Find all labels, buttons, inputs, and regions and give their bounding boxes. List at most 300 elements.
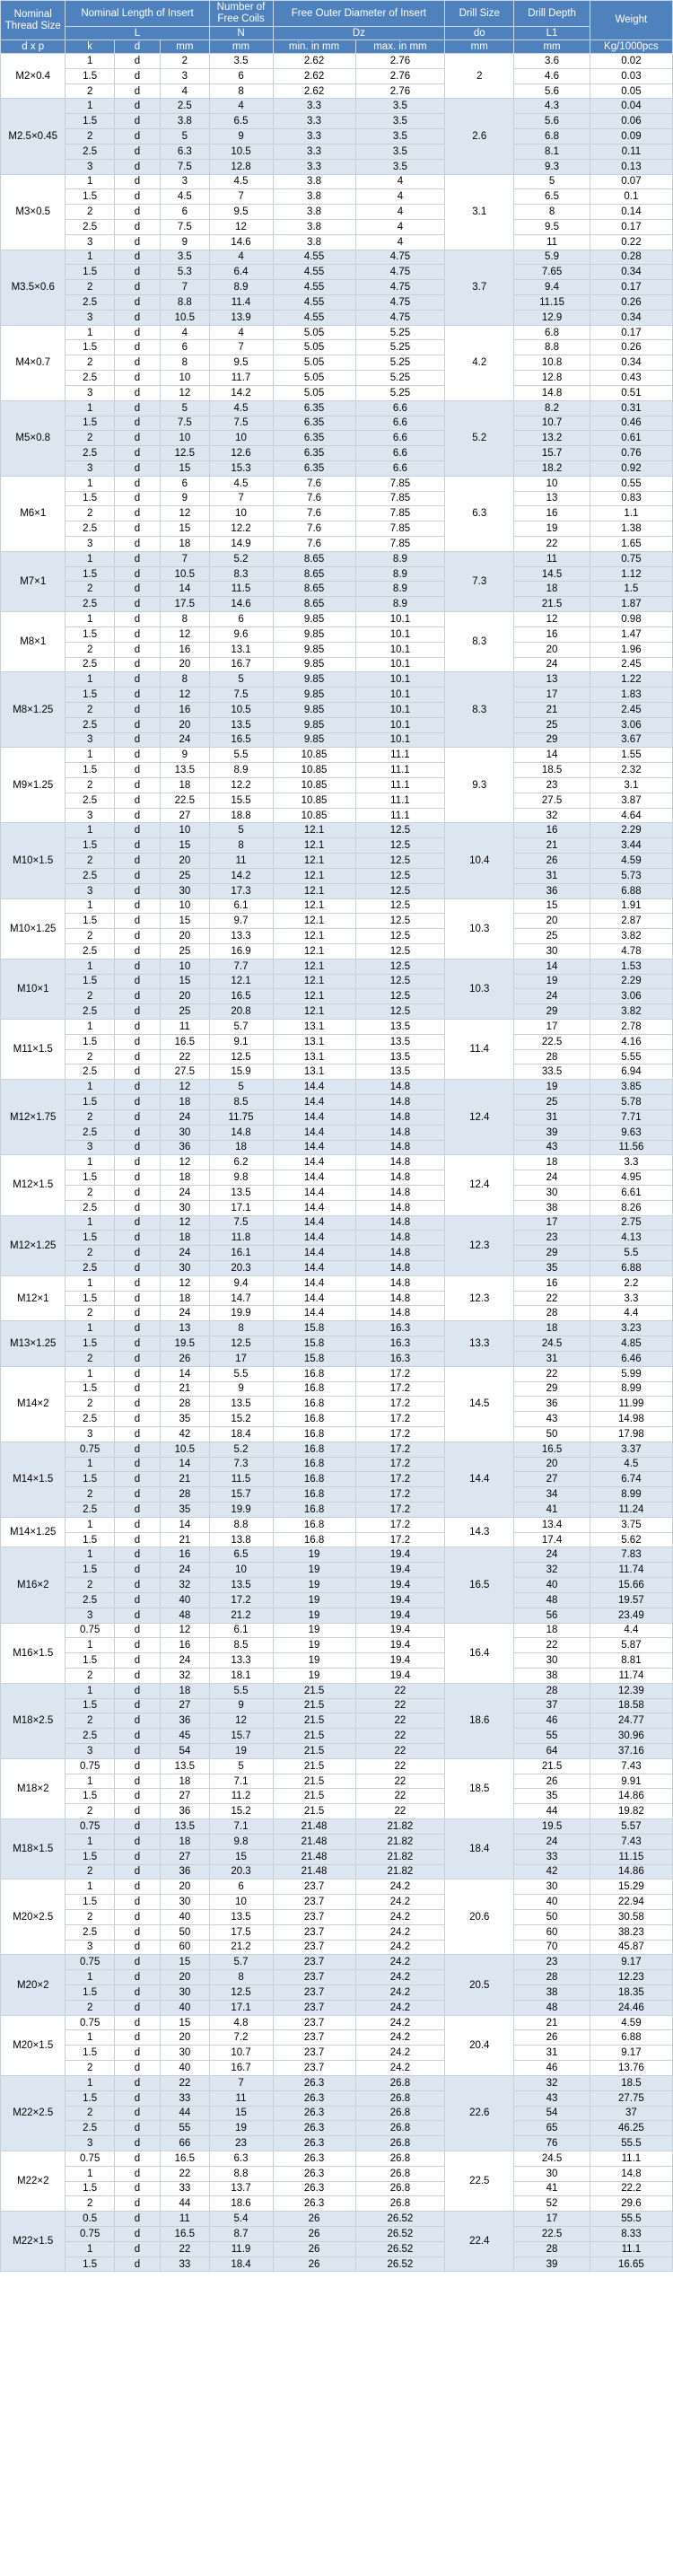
free-coils-cell: 10.5 (209, 144, 273, 159)
header-symbol-do: do (445, 27, 514, 40)
length-mm-cell: 14 (161, 1366, 209, 1381)
length-k-cell: 1.5 (66, 1985, 114, 2001)
weight-cell: 2.45 (590, 657, 672, 672)
length-k-cell: 1 (66, 2075, 114, 2090)
drill-depth-cell: 9.5 (514, 219, 590, 234)
outer-diameter-max-cell: 17.2 (355, 1381, 445, 1397)
drill-depth-cell: 30 (514, 2166, 590, 2181)
table-row (1, 1895, 673, 1910)
table-row (1, 1366, 673, 1381)
length-mm-cell: 15 (161, 1955, 209, 1970)
outer-diameter-max-cell: 8.9 (355, 551, 445, 566)
length-mm-cell: 20 (161, 989, 209, 1004)
free-coils-cell: 8.8 (209, 2166, 273, 2181)
length-mm-cell: 16 (161, 1638, 209, 1653)
table-row (1, 1789, 673, 1804)
outer-diameter-min-cell: 16.8 (273, 1366, 355, 1381)
drill-depth-cell: 28 (514, 1683, 590, 1698)
outer-diameter-max-cell: 8.9 (355, 597, 445, 612)
outer-diameter-min-cell: 8.65 (273, 582, 355, 597)
drill-depth-cell: 28 (514, 2241, 590, 2256)
length-d-cell: d (114, 778, 160, 793)
length-d-cell: d (114, 1909, 160, 1924)
length-k-cell: 1.5 (66, 1231, 114, 1246)
outer-diameter-max-cell: 17.2 (355, 1397, 445, 1412)
outer-diameter-min-cell: 12.1 (273, 868, 355, 883)
drill-depth-cell: 24 (514, 1547, 590, 1563)
header-nominal-length: Nominal Length of Insert (66, 1, 209, 27)
length-mm-cell: 20 (161, 717, 209, 732)
table-row (1, 1864, 673, 1879)
free-coils-cell: 15.3 (209, 460, 273, 476)
drill-depth-cell: 38 (514, 1985, 590, 2001)
thread-size-cell: M14×1.25 (1, 1517, 66, 1547)
drill-depth-cell: 28 (514, 1306, 590, 1321)
length-mm-cell: 30 (161, 1985, 209, 2001)
length-k-cell: 1.5 (66, 1563, 114, 1578)
drill-depth-cell: 15.7 (514, 446, 590, 461)
free-coils-cell: 4.5 (209, 400, 273, 416)
free-coils-cell: 9.1 (209, 1034, 273, 1049)
outer-diameter-min-cell: 10.85 (273, 793, 355, 808)
outer-diameter-max-cell: 14.8 (355, 1080, 445, 1095)
outer-diameter-min-cell: 3.3 (273, 129, 355, 145)
length-mm-cell: 30 (161, 883, 209, 898)
header-drill-depth: Drill Depth (514, 1, 590, 27)
thread-size-cell: M20×1.5 (1, 2015, 66, 2075)
weight-cell: 1.12 (590, 566, 672, 582)
drill-depth-cell: 16 (514, 626, 590, 642)
weight-cell: 14.86 (590, 1864, 672, 1879)
length-k-cell: 1.5 (66, 2046, 114, 2061)
table-row (1, 1140, 673, 1155)
thread-size-cell: M6×1 (1, 476, 66, 551)
length-mm-cell: 17.5 (161, 597, 209, 612)
drill-depth-cell: 54 (514, 2106, 590, 2121)
outer-diameter-min-cell: 26.3 (273, 2106, 355, 2121)
table-row (1, 1683, 673, 1698)
outer-diameter-min-cell: 23.7 (273, 1955, 355, 1970)
free-coils-cell: 5 (209, 1080, 273, 1095)
table-row (1, 642, 673, 657)
length-d-cell: d (114, 1275, 160, 1291)
length-mm-cell: 2 (161, 54, 209, 69)
table-row (1, 1592, 673, 1608)
length-k-cell: 2 (66, 1049, 114, 1065)
table-row (1, 1049, 673, 1065)
weight-cell: 7.43 (590, 1834, 672, 1849)
length-d-cell: d (114, 99, 160, 114)
weight-cell: 0.13 (590, 159, 672, 174)
drill-depth-cell: 34 (514, 1487, 590, 1503)
outer-diameter-max-cell: 13.5 (355, 1034, 445, 1049)
length-k-cell: 1.5 (66, 1034, 114, 1049)
length-mm-cell: 18 (161, 1834, 209, 1849)
length-d-cell: d (114, 1638, 160, 1653)
free-coils-cell: 12 (209, 219, 273, 234)
drill-depth-cell: 29 (514, 1246, 590, 1261)
length-k-cell: 1 (66, 959, 114, 974)
free-coils-cell: 21.2 (209, 1940, 273, 1955)
weight-cell: 4.5 (590, 1457, 672, 1472)
free-coils-cell: 18.4 (209, 2256, 273, 2272)
weight-cell: 11.1 (590, 2241, 672, 2256)
free-coils-cell: 7.5 (209, 416, 273, 431)
outer-diameter-max-cell: 26.8 (355, 2075, 445, 2090)
outer-diameter-min-cell: 5.05 (273, 325, 355, 340)
table-row (1, 400, 673, 416)
table-row (1, 688, 673, 703)
free-coils-cell: 9.6 (209, 626, 273, 642)
weight-cell: 2.29 (590, 974, 672, 989)
length-mm-cell: 12 (161, 1623, 209, 1638)
table-row (1, 1729, 673, 1744)
length-mm-cell: 3.8 (161, 114, 209, 129)
table-row (1, 1608, 673, 1623)
free-coils-cell: 7.1 (209, 1819, 273, 1835)
table-row (1, 1804, 673, 1819)
drill-size-cell: 18.4 (445, 1819, 514, 1879)
length-k-cell: 1.5 (66, 763, 114, 778)
weight-cell: 9.91 (590, 1774, 672, 1789)
free-coils-cell: 13.3 (209, 929, 273, 944)
weight-cell: 1.96 (590, 642, 672, 657)
length-d-cell: d (114, 2090, 160, 2106)
weight-cell: 1.53 (590, 959, 672, 974)
drill-depth-cell: 13.4 (514, 1517, 590, 1532)
length-d-cell: d (114, 1291, 160, 1306)
outer-diameter-min-cell: 10.85 (273, 808, 355, 823)
drill-size-cell: 22.6 (445, 2075, 514, 2151)
table-row (1, 626, 673, 642)
free-coils-cell: 9.5 (209, 355, 273, 371)
outer-diameter-min-cell: 4.55 (273, 310, 355, 325)
weight-cell: 14.8 (590, 2166, 672, 2181)
length-k-cell: 2 (66, 1185, 114, 1200)
length-d-cell: d (114, 2151, 160, 2166)
free-coils-cell: 13.5 (209, 1397, 273, 1412)
length-d-cell: d (114, 2030, 160, 2046)
outer-diameter-min-cell: 23.7 (273, 1924, 355, 1940)
weight-cell: 3.85 (590, 1080, 672, 1095)
outer-diameter-max-cell: 24.2 (355, 1970, 445, 1985)
length-mm-cell: 16 (161, 642, 209, 657)
drill-depth-cell: 31 (514, 868, 590, 883)
length-d-cell: d (114, 868, 160, 883)
drill-depth-cell: 38 (514, 1200, 590, 1215)
table-row (1, 521, 673, 537)
unit-d-x-p: d x p (1, 40, 66, 54)
drill-size-cell: 3.7 (445, 250, 514, 325)
length-d-cell: d (114, 189, 160, 205)
table-row (1, 898, 673, 914)
length-d-cell: d (114, 400, 160, 416)
drill-size-cell: 20.4 (445, 2015, 514, 2075)
outer-diameter-max-cell: 16.3 (355, 1336, 445, 1352)
outer-diameter-min-cell: 21.5 (273, 1804, 355, 1819)
outer-diameter-max-cell: 6.6 (355, 446, 445, 461)
free-coils-cell: 10 (209, 506, 273, 521)
weight-cell: 0.92 (590, 460, 672, 476)
table-row (1, 1487, 673, 1503)
free-coils-cell: 5 (209, 672, 273, 688)
length-mm-cell: 44 (161, 2196, 209, 2212)
free-coils-cell: 12.5 (209, 1049, 273, 1065)
table-row (1, 431, 673, 446)
length-d-cell: d (114, 1004, 160, 1020)
weight-cell: 13.76 (590, 2061, 672, 2076)
drill-depth-cell: 35 (514, 1261, 590, 1276)
length-mm-cell: 22.5 (161, 793, 209, 808)
length-k-cell: 1.5 (66, 1095, 114, 1110)
length-d-cell: d (114, 1532, 160, 1547)
drill-size-cell: 12.4 (445, 1080, 514, 1155)
length-k-cell: 1.5 (66, 838, 114, 854)
weight-cell: 11.74 (590, 1563, 672, 1578)
outer-diameter-min-cell: 9.85 (273, 702, 355, 717)
length-d-cell: d (114, 626, 160, 642)
length-d-cell: d (114, 1879, 160, 1895)
outer-diameter-max-cell: 24.2 (355, 1940, 445, 1955)
table-row (1, 929, 673, 944)
drill-depth-cell: 25 (514, 1095, 590, 1110)
weight-cell: 1.91 (590, 898, 672, 914)
drill-depth-cell: 21.5 (514, 597, 590, 612)
weight-cell: 45.87 (590, 1940, 672, 1955)
drill-depth-cell: 27 (514, 1472, 590, 1487)
outer-diameter-max-cell: 3.5 (355, 144, 445, 159)
length-d-cell: d (114, 898, 160, 914)
weight-cell: 0.61 (590, 431, 672, 446)
outer-diameter-max-cell: 13.5 (355, 1020, 445, 1035)
length-d-cell: d (114, 1080, 160, 1095)
free-coils-cell: 6 (209, 68, 273, 83)
outer-diameter-min-cell: 16.8 (273, 1397, 355, 1412)
table-row (1, 1351, 673, 1366)
length-d-cell: d (114, 793, 160, 808)
length-mm-cell: 7.5 (161, 159, 209, 174)
outer-diameter-max-cell: 13.5 (355, 1065, 445, 1080)
weight-cell: 1.55 (590, 748, 672, 763)
outer-diameter-min-cell: 21.48 (273, 1819, 355, 1835)
length-d-cell: d (114, 114, 160, 129)
length-k-cell: 1 (66, 1517, 114, 1532)
table-row (1, 1231, 673, 1246)
outer-diameter-max-cell: 14.8 (355, 1261, 445, 1276)
length-mm-cell: 12 (161, 1080, 209, 1095)
free-coils-cell: 14.8 (209, 1125, 273, 1140)
length-k-cell: 2.5 (66, 2121, 114, 2136)
length-d-cell: d (114, 929, 160, 944)
free-coils-cell: 7.3 (209, 1457, 273, 1472)
free-coils-cell: 15.7 (209, 1487, 273, 1503)
length-d-cell: d (114, 1924, 160, 1940)
free-coils-cell: 8 (209, 838, 273, 854)
outer-diameter-min-cell: 16.8 (273, 1487, 355, 1503)
length-mm-cell: 42 (161, 1426, 209, 1441)
length-d-cell: d (114, 1940, 160, 1955)
outer-diameter-min-cell: 4.55 (273, 265, 355, 280)
outer-diameter-min-cell: 8.65 (273, 566, 355, 582)
length-mm-cell: 18 (161, 1095, 209, 1110)
length-k-cell: 1.5 (66, 1170, 114, 1186)
length-d-cell: d (114, 1140, 160, 1155)
drill-depth-cell: 4.6 (514, 68, 590, 83)
length-k-cell: 1.5 (66, 1472, 114, 1487)
length-mm-cell: 18 (161, 1774, 209, 1789)
length-mm-cell: 11 (161, 1020, 209, 1035)
free-coils-cell: 18.1 (209, 1668, 273, 1683)
weight-cell: 4.64 (590, 808, 672, 823)
drill-depth-cell: 40 (514, 1578, 590, 1593)
weight-cell: 0.26 (590, 340, 672, 355)
weight-cell: 0.02 (590, 54, 672, 69)
drill-depth-cell: 14.5 (514, 566, 590, 582)
length-d-cell: d (114, 506, 160, 521)
drill-depth-cell: 22 (514, 1366, 590, 1381)
length-d-cell: d (114, 325, 160, 340)
table-row (1, 1638, 673, 1653)
outer-diameter-min-cell: 19 (273, 1623, 355, 1638)
table-row (1, 2196, 673, 2212)
length-d-cell: d (114, 2061, 160, 2076)
length-d-cell: d (114, 2166, 160, 2181)
drill-depth-cell: 12 (514, 612, 590, 627)
outer-diameter-min-cell: 14.4 (273, 1185, 355, 1200)
outer-diameter-min-cell: 5.05 (273, 371, 355, 386)
length-mm-cell: 27 (161, 1789, 209, 1804)
free-coils-cell: 9.8 (209, 1834, 273, 1849)
length-mm-cell: 10 (161, 823, 209, 838)
outer-diameter-min-cell: 5.05 (273, 355, 355, 371)
length-mm-cell: 8 (161, 355, 209, 371)
outer-diameter-max-cell: 4 (355, 219, 445, 234)
outer-diameter-min-cell: 4.55 (273, 295, 355, 311)
drill-depth-cell: 15 (514, 898, 590, 914)
length-k-cell: 1.5 (66, 2256, 114, 2272)
outer-diameter-min-cell: 26.3 (273, 2166, 355, 2181)
table-row (1, 1713, 673, 1729)
outer-diameter-max-cell: 10.1 (355, 688, 445, 703)
table-row (1, 914, 673, 929)
header-symbol-dz: Dz (273, 27, 445, 40)
length-k-cell: 2 (66, 1306, 114, 1321)
weight-cell: 2.32 (590, 763, 672, 778)
outer-diameter-min-cell: 8.65 (273, 597, 355, 612)
outer-diameter-min-cell: 3.3 (273, 159, 355, 174)
table-row (1, 159, 673, 174)
length-k-cell: 2 (66, 1351, 114, 1366)
weight-cell: 14.86 (590, 1789, 672, 1804)
length-mm-cell: 55 (161, 2121, 209, 2136)
length-mm-cell: 9 (161, 748, 209, 763)
length-d-cell: d (114, 159, 160, 174)
drill-size-cell: 7.3 (445, 551, 514, 611)
drill-size-cell: 10.3 (445, 898, 514, 959)
weight-cell: 0.75 (590, 551, 672, 566)
length-mm-cell: 14 (161, 582, 209, 597)
outer-diameter-max-cell: 24.2 (355, 1879, 445, 1895)
outer-diameter-max-cell: 5.25 (355, 355, 445, 371)
outer-diameter-min-cell: 3.8 (273, 219, 355, 234)
drill-depth-cell: 56 (514, 1608, 590, 1623)
table-row (1, 597, 673, 612)
table-row (1, 1774, 673, 1789)
weight-cell: 14.98 (590, 1412, 672, 1427)
outer-diameter-max-cell: 14.8 (355, 1246, 445, 1261)
outer-diameter-max-cell: 22 (355, 1683, 445, 1698)
drill-size-cell: 16.4 (445, 1623, 514, 1683)
table-row (1, 2015, 673, 2030)
outer-diameter-max-cell: 10.1 (355, 672, 445, 688)
weight-cell: 55.5 (590, 2212, 672, 2227)
table-row (1, 1503, 673, 1518)
outer-diameter-min-cell: 6.35 (273, 446, 355, 461)
outer-diameter-max-cell: 10.1 (355, 626, 445, 642)
weight-cell: 2.45 (590, 702, 672, 717)
free-coils-cell: 4.8 (209, 2015, 273, 2030)
length-k-cell: 1 (66, 1683, 114, 1698)
length-k-cell: 2 (66, 1109, 114, 1125)
weight-cell: 8.33 (590, 2227, 672, 2242)
drill-depth-cell: 23 (514, 778, 590, 793)
table-row (1, 174, 673, 189)
length-k-cell: 2.5 (66, 943, 114, 959)
free-coils-cell: 11.8 (209, 1231, 273, 1246)
drill-depth-cell: 26 (514, 1774, 590, 1789)
thread-size-cell: M16×2 (1, 1547, 66, 1623)
length-k-cell: 2 (66, 1713, 114, 1729)
length-d-cell: d (114, 416, 160, 431)
drill-depth-cell: 52 (514, 2196, 590, 2212)
length-mm-cell: 7 (161, 280, 209, 295)
length-d-cell: d (114, 1578, 160, 1593)
length-mm-cell: 35 (161, 1412, 209, 1427)
drill-depth-cell: 40 (514, 1895, 590, 1910)
length-d-cell: d (114, 838, 160, 854)
length-k-cell: 1 (66, 1020, 114, 1035)
drill-depth-cell: 20 (514, 1457, 590, 1472)
outer-diameter-min-cell: 21.48 (273, 1849, 355, 1864)
outer-diameter-min-cell: 13.1 (273, 1020, 355, 1035)
length-k-cell: 2.5 (66, 1065, 114, 1080)
length-d-cell: d (114, 1698, 160, 1713)
free-coils-cell: 5.2 (209, 551, 273, 566)
weight-cell: 55.5 (590, 2136, 672, 2151)
weight-cell: 0.03 (590, 68, 672, 83)
length-mm-cell: 20 (161, 657, 209, 672)
drill-depth-cell: 36 (514, 1397, 590, 1412)
drill-depth-cell: 16.5 (514, 1441, 590, 1457)
free-coils-cell: 5.4 (209, 2212, 273, 2227)
length-d-cell: d (114, 2000, 160, 2015)
drill-depth-cell: 33.5 (514, 1065, 590, 1080)
outer-diameter-min-cell: 21.5 (273, 1774, 355, 1789)
free-coils-cell: 18 (209, 1140, 273, 1155)
drill-depth-cell: 50 (514, 1909, 590, 1924)
length-mm-cell: 8.8 (161, 295, 209, 311)
length-d-cell: d (114, 959, 160, 974)
table-row (1, 2000, 673, 2015)
outer-diameter-max-cell: 26.52 (355, 2227, 445, 2242)
length-d-cell: d (114, 219, 160, 234)
free-coils-cell: 3.5 (209, 54, 273, 69)
outer-diameter-min-cell: 23.7 (273, 2015, 355, 2030)
length-k-cell: 2.5 (66, 1503, 114, 1518)
outer-diameter-max-cell: 8.9 (355, 582, 445, 597)
length-d-cell: d (114, 1381, 160, 1397)
length-mm-cell: 30 (161, 1125, 209, 1140)
